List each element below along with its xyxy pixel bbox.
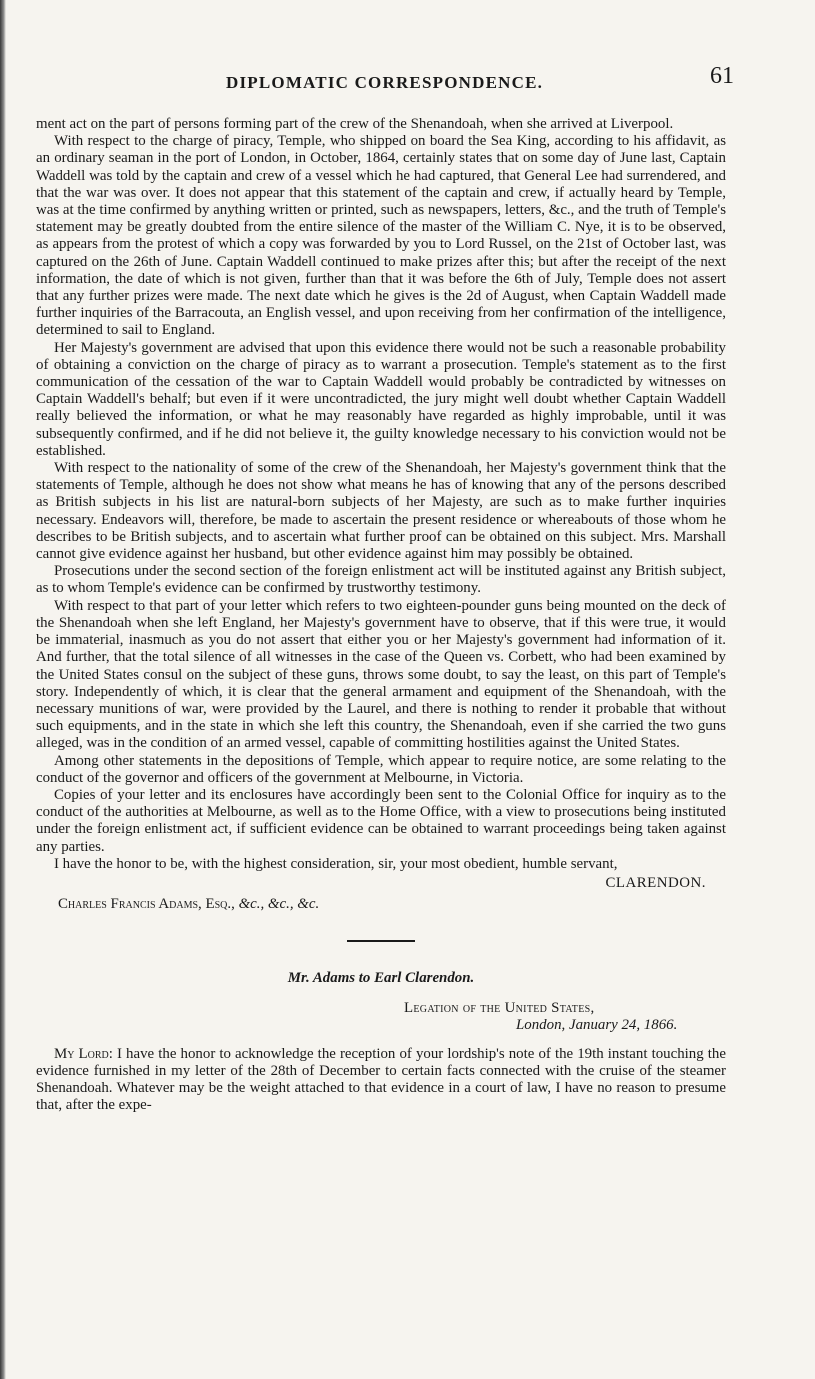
letter-heading: Mr. Adams to Earl Clarendon. <box>287 970 475 987</box>
paragraph-guns: With respect to that part of your letter which refers to two eighteen-pounder guns being mounted on the deck of the Shenandoah when she left England, her Majesty's government have to observe, that if this were true, it would be immaterial, inasmuch as you do not assert that either you or her Majesty's government had information of it. And further, that the total silence of all witnesses in the case of the Queen vs. Corbett, who had been examined by the United States consul on the subject of these guns, throws some doubt, to say the least, on this part of Temple's story. Independently of which, it is clear that the general armament and equipment of the Shenandoah, with the necessary munitions of war, were provided by the Laurel, and there is nothing to render it probable that without such equipments, and in the state in which she left this country, the Shenandoah, even if she carried the two guns alleged, was in the condition of an armed vessel, capable of committing hostilities against the United States. <box>36 597 726 752</box>
place-date-line: London, January 24, 1866. <box>516 1016 678 1033</box>
paragraph-copies-sent: Copies of your letter and its enclosures have accordingly been sent to the Colonial Office for inquiry as to the conduct of the authorities at Melbourne, as well as to the Home Office, with a view to prosecutions being instituted under the foreign enlistment act, if sufficient evidence can be obtained to warrant proceedings being taken against any parties. <box>36 786 726 855</box>
paragraph-piracy-charge: With respect to the charge of piracy, Temple, who shipped on board the Sea King, according to his affidavit, as an ordinary seaman in the port of London, in October, 1864, certainly states that on some day of June last, Captain Waddell was told by the captain and crew of a vessel which he had captured, that General Lee had surrendered, and that the war was over. It does not appear that this statement of the captain and crew, if actually heard by Temple, was at the time confirmed by anything written or printed, such as newspapers, letters, &c., and the truth of Temple's statement may be greatly doubted from the entire silence of the master of the William C. Nye, it is to be observed, as appears from the protest of which a copy was forwarded by you to Lord Russel, on the 21st of October last, was captured on the 26th of June. Captain Waddell continued to make prizes after this; but after the receipt of the next information, the date of which is not given, further than that it was before the 6th of July, Temple does not assert that any further prizes were made. The next date which he gives is the 2d of August, when Captain Waddell made further inquiries of the Barracouta, an English vessel, and upon receiving from her confirmation of the intelligence, determined to sail to England. <box>36 133 726 339</box>
paragraph-continued: ment act on the part of persons forming part of the crew of the Shenandoah, when she arrived at Liverpool. <box>36 116 674 132</box>
legation-line: Legation of the United States, <box>404 999 595 1016</box>
running-header <box>36 63 734 98</box>
signature: CLARENDON. <box>605 874 706 891</box>
letter-body <box>36 1046 726 1115</box>
paragraph-prosecutions: Prosecutions under the second section of the foreign enlistment act will be instituted against any British subject, as to whom Temple's evidence can be confirmed by trustworthy testimony. <box>36 563 726 597</box>
section-divider <box>347 940 415 942</box>
document-page <box>36 63 734 1114</box>
paragraph-melbourne: Among other statements in the depositions of Temple, which appear to require notice, are some relating to the conduct of the governor and officers of the government at Melbourne, in Victoria. <box>36 752 726 786</box>
paragraph-closing: I have the honor to be, with the highest consideration, sir, your most obedient, humble servant, <box>54 855 618 872</box>
paragraph-government-advised: Her Majesty's government are advised that upon this evidence there would not be such a reasonable probability of obtaining a conviction on the charge of piracy as to warrant a prosecution. Temple's statement as to the first communication of the cessation of the war to Captain Waddell would probably be contradicted by witnesses on Captain Waddell's behalf; but even if it were uncontradicted, the jury might well doubt whether Captain Waddell really believed the information, or what he may reasonably have regarded as highly improbable, until it was subsequently confirmed, and if he did not believe it, the guilty knowledge necessary to his conviction would not be established. <box>36 339 726 459</box>
paragraph-crew-nationality: With respect to the nationality of some of the crew of the Shenandoah, her Majesty's government think that the statements of Temple, although he does not show what means he has of knowing that any of the persons described as British subjects in his list are natural-born subjects of her Majesty, are such as to make further inquiries necessary. Endeavors will, therefore, be made to ascertain the present residence or whereabouts of those whom he describes to be British subjects, and to ascertain what further proof can be obtained on this subject. Mrs. Marshall cannot give evidence against her husband, but other evidence against him may possibly be obtained. <box>36 460 726 563</box>
salutation: My Lord: <box>54 1045 113 1062</box>
dateline <box>404 1000 726 1034</box>
letter-body-text: I have the honor to acknowledge the reception of your lordship's note of the 19th instant touching the evidence furnished in my letter of the 28th of December to certain facts connected with the cruise of the steamer Shenandoah. Whatever may be the weight attached to that evidence in a court of law, I have no reason to presume that, after the expe- <box>36 1045 726 1114</box>
page-number: 61 <box>710 63 734 89</box>
book-binding-edge <box>0 0 6 1379</box>
running-title: DIPLOMATIC CORRESPONDENCE. <box>226 73 544 92</box>
addressee-line <box>36 896 726 913</box>
addressee-etc: &c., &c., &c. <box>238 896 320 913</box>
addressee-name: Charles Francis Adams, Esq., <box>58 896 235 913</box>
